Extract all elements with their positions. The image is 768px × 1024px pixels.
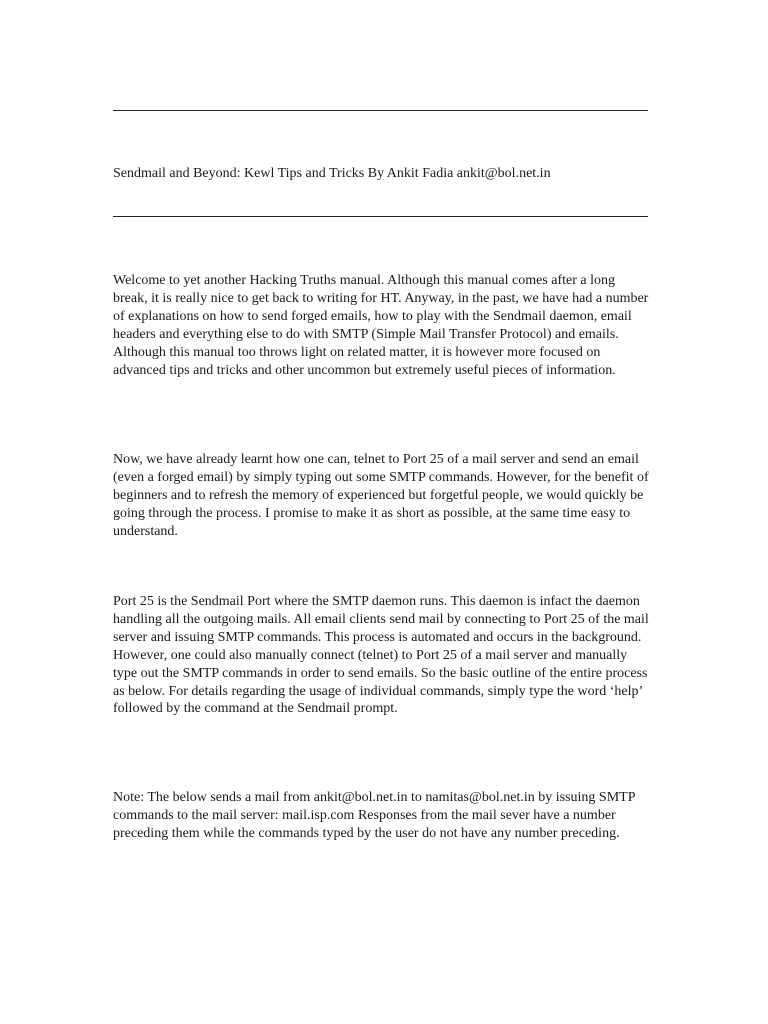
document-title: Sendmail and Beyond: Kewl Tips and Tricks By Ankit Fadia ankit@bol.net.in — [113, 166, 551, 181]
paragraph-port-25: Port 25 is the Sendmail Port where the SMTP daemon runs. This daemon is infact the daemon handling all the outgoing mails. All email clients send mail by connecting to Port 25 of the mail server and issuing SMTP commands. This process is automated and occurs in the background. However, one could also manually connect (telnet) to Port 25 of a mail server and manually type out the SMTP commands in order to send emails. So the basic outline of the entire process as below. For details regarding the usage of individual commands, simply type the word ‘help’ followed by the command at the Sendmail prompt. — [113, 594, 649, 717]
paragraph-note: Note: The below sends a mail from ankit@bol.net.in to namitas@bol.net.in by issuing SMTP commands to the mail server: mail.isp.com Responses from the mail sever have a number preceding them while the commands typed by the user do not have any number preceding. — [113, 790, 635, 841]
paragraph-intro: Welcome to yet another Hacking Truths manual. Although this manual comes after a long break, it is really nice to get back to writing for HT. Anyway, in the past, we have had a number of explanations on how to send forged emails, how to play with the Sendmail daemon, email headers and everything else to do with SMTP (Simple Mail Transfer Protocol) and emails. Although this manual too throws light on related matter, it is however more focused on advanced tips and tricks and other uncommon but extremely useful pieces of information. — [113, 273, 649, 378]
bottom-horizontal-rule — [113, 216, 648, 217]
top-horizontal-rule — [113, 110, 648, 111]
paragraph-telnet: Now, we have already learnt how one can, telnet to Port 25 of a mail server and send an email (even a forged email) by simply typing out some SMTP commands. However, for the benefit of beginners and to refresh the memory of experienced but forgetful people, we would quickly be going through the process. I promise to make it as short as possible, at the same time easy to understand. — [113, 452, 649, 539]
